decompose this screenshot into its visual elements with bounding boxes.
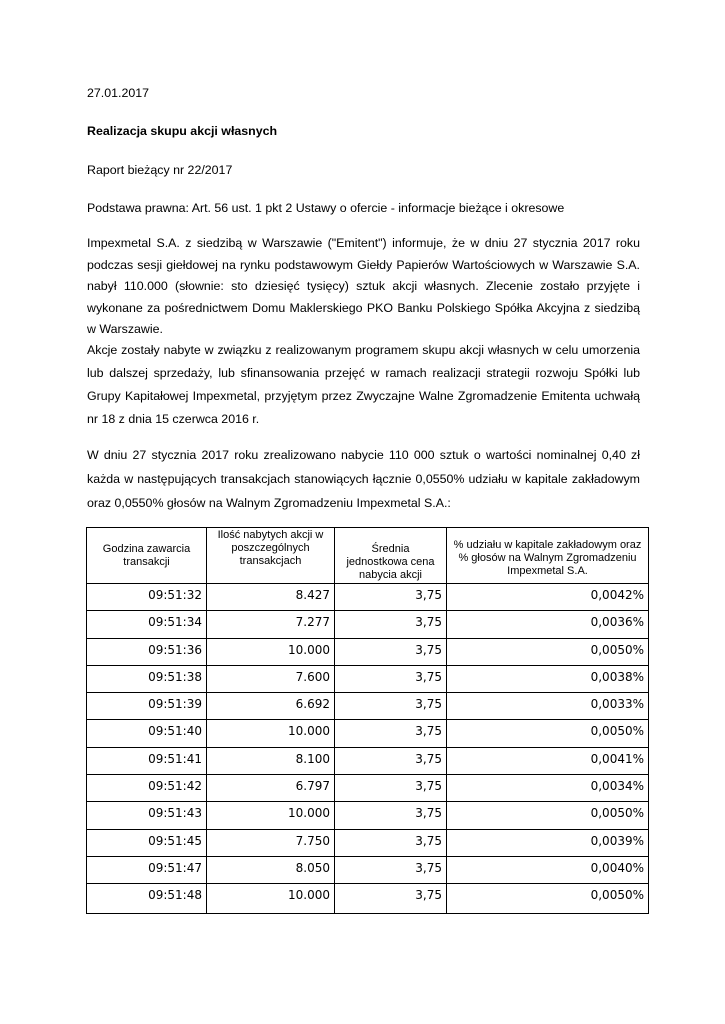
cell-time: 09:51:48	[87, 884, 207, 914]
table-row	[87, 747, 649, 774]
cell-time: 09:51:40	[87, 720, 207, 747]
cell-price: 3,75	[335, 638, 447, 665]
header-share-quantity: Ilość nabytych akcji w poszczególnych transakcjach	[207, 528, 335, 584]
report-number: Raport bieżący nr 22/2017	[87, 163, 233, 177]
cell-percent: 0,0039%	[447, 829, 649, 856]
cell-price: 3,75	[335, 802, 447, 829]
cell-quantity: 10.000	[207, 802, 335, 829]
cell-percent: 0,0050%	[447, 802, 649, 829]
cell-quantity: 6.692	[207, 693, 335, 720]
cell-quantity: 10.000	[207, 720, 335, 747]
report-date: 27.01.2017	[87, 86, 150, 100]
paragraph-purpose: Akcje zostały nabyte w związku z realizowanym programem skupu akcji własnych w celu umorzenia lub dalszej sprzedaży, lub sfinansowania przejęć w ramach realizacji strategii rozwoju Spółki lub Grupy Kapitałowej Impexmetal, przyjętym przez Zwyczajne Walne Zgromadzenie Emitenta uchwałą nr 18 z dnia 15 czerwca 2016 r.	[87, 343, 640, 426]
paragraph-announcement: Impexmetal S.A. z siedzibą w Warszawie ("Emitent") informuje, że w dniu 27 stycznia 2017 roku podczas sesji giełdowej na rynku podstawowym Giełdy Papierów Wartościowych w Warszawie S.A. nabył 110.000 (słownie: sto dziesięć tysięcy) sztuk akcji własnych. Zlecenie zostało przyjęte i wykonane za pośrednictwem Domu Maklerskiego PKO Banku Polskiego Spółka Akcyjna z siedzibą w Warszawie.	[87, 236, 640, 336]
table-row	[87, 884, 649, 914]
cell-time: 09:51:36	[87, 638, 207, 665]
cell-price: 3,75	[335, 584, 447, 611]
cell-quantity: 8.427	[207, 584, 335, 611]
cell-time: 09:51:41	[87, 747, 207, 774]
cell-percent: 0,0036%	[447, 611, 649, 638]
cell-quantity: 10.000	[207, 638, 335, 665]
cell-time: 09:51:34	[87, 611, 207, 638]
report-title: Realizacja skupu akcji własnych	[87, 124, 278, 138]
cell-price: 3,75	[335, 829, 447, 856]
cell-quantity: 8.100	[207, 747, 335, 774]
cell-percent: 0,0042%	[447, 584, 649, 611]
cell-percent: 0,0050%	[447, 720, 649, 747]
cell-price: 3,75	[335, 720, 447, 747]
table-row	[87, 829, 649, 856]
cell-percent: 0,0033%	[447, 693, 649, 720]
cell-price: 3,75	[335, 775, 447, 802]
cell-percent: 0,0041%	[447, 747, 649, 774]
table-row	[87, 611, 649, 638]
cell-price: 3,75	[335, 747, 447, 774]
table-row	[87, 775, 649, 802]
table-row	[87, 802, 649, 829]
cell-percent: 0,0034%	[447, 775, 649, 802]
cell-time: 09:51:38	[87, 665, 207, 692]
cell-quantity: 7.277	[207, 611, 335, 638]
table-row	[87, 693, 649, 720]
cell-percent: 0,0040%	[447, 856, 649, 883]
cell-quantity: 10.000	[207, 884, 335, 914]
cell-percent: 0,0050%	[447, 884, 649, 914]
table-header-row	[87, 528, 649, 584]
cell-time: 09:51:47	[87, 856, 207, 883]
header-share-capital-percent: % udziału w kapitale zakładowym oraz % głosów na Walnym Zgromadzeniu Impexmetal S.A.	[447, 528, 649, 584]
cell-time: 09:51:32	[87, 584, 207, 611]
table-row	[87, 665, 649, 692]
cell-time: 09:51:45	[87, 829, 207, 856]
cell-price: 3,75	[335, 856, 447, 883]
table-row	[87, 856, 649, 883]
cell-price: 3,75	[335, 693, 447, 720]
cell-percent: 0,0038%	[447, 665, 649, 692]
cell-quantity: 6.797	[207, 775, 335, 802]
table-row	[87, 584, 649, 611]
cell-price: 3,75	[335, 665, 447, 692]
header-transaction-time: Godzina zawarcia transakcji	[87, 528, 207, 584]
cell-time: 09:51:39	[87, 693, 207, 720]
paragraph-summary: W dniu 27 stycznia 2017 roku zrealizowano nabycie 110 000 sztuk o wartości nominalnej 0,40 zł każda w następujących transakcjach stanowiących łącznie 0,0550% udziału w kapitale zakładowym oraz 0,0550% głosów na Walnym Zgromadzeniu Impexmetal S.A.:	[87, 448, 640, 510]
legal-basis: Podstawa prawna: Art. 56 ust. 1 pkt 2 Ustawy o ofercie - informacje bieżące i okresowe	[87, 201, 565, 215]
cell-time: 09:51:43	[87, 802, 207, 829]
cell-time: 09:51:42	[87, 775, 207, 802]
cell-percent: 0,0050%	[447, 638, 649, 665]
cell-quantity: 7.600	[207, 665, 335, 692]
table-row	[87, 638, 649, 665]
transactions-table	[86, 527, 649, 914]
header-average-price: Średnia jednostkowa cena nabycia akcji	[335, 528, 447, 584]
cell-quantity: 8.050	[207, 856, 335, 883]
cell-price: 3,75	[335, 611, 447, 638]
cell-quantity: 7.750	[207, 829, 335, 856]
cell-price: 3,75	[335, 884, 447, 914]
table-row	[87, 720, 649, 747]
